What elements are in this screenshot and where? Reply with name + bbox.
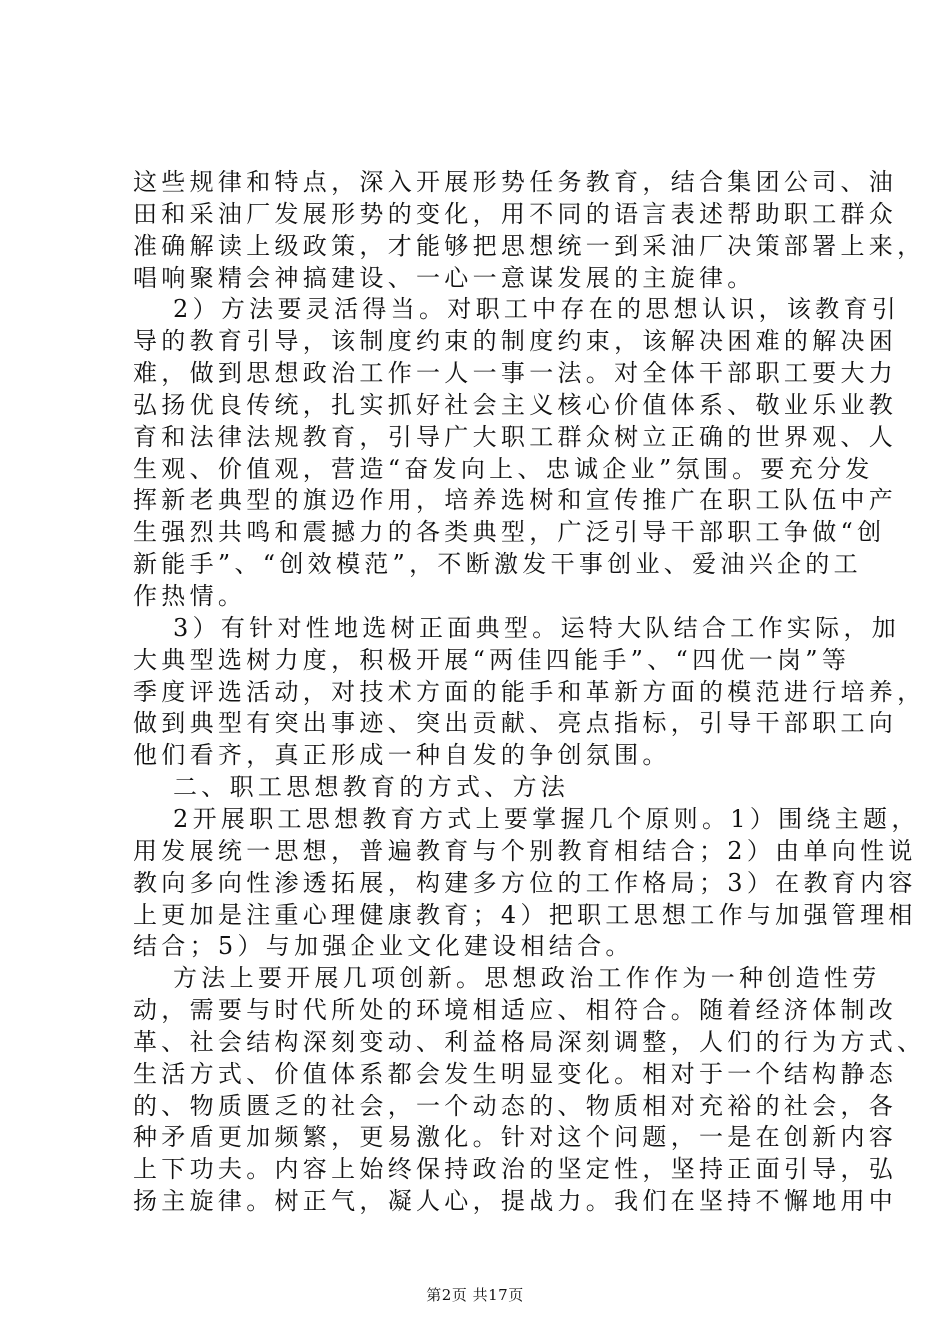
text-line: 生活方式、价值体系都会发生明显变化。相对于一个结构静态 [133, 1059, 898, 1088]
text-line: 弘扬优良传统，扎实抓好社会主义核心价值体系、敬业乐业教 [133, 390, 898, 419]
paragraph-start-line: 2开展职工思想教育方式上要掌握几个原则。1）围绕主题， [173, 804, 920, 833]
text-line: 种矛盾更加频繁，更易激化。针对这个问题，一是在创新内容 [133, 1123, 898, 1152]
text-line: 扬主旋律。树正气，凝人心，提战力。我们在坚持不懈地用中 [133, 1187, 898, 1216]
page-number-footer: 第2页 共17页 [426, 1286, 524, 1304]
text-line: 教向多向性渗透拓展，构建多方位的工作格局；3）在教育内容 [133, 868, 917, 897]
text-line: 挥新老典型的旗辸作用，培养选树和宣传推广在职工队伍中产 [133, 486, 898, 515]
text-line: 新能手”、“创效模范”，不断激发干事创业、爱油兴企的工 [133, 550, 862, 579]
paragraph-start-line: 3）有针对性地选树正面典型。运特大队结合工作实际，加 [173, 613, 901, 642]
text-line: 的、物质匮乏的社会，一个动态的、物质相对充裕的社会，各 [133, 1091, 898, 1120]
text-line: 作热情。 [133, 582, 247, 611]
text-line: 季度评选活动，对技术方面的能手和革新方面的模范进行培养， [133, 677, 926, 706]
text-line: 大典型选树力度，积极开展“两佳四能手”、“四优一岗”等 [133, 645, 851, 674]
text-line: 上下功夫。内容上始终保持政治的坚定性，坚持正面引导，弘 [133, 1155, 898, 1184]
text-line: 育和法律法规教育，引导广大职工群众树立正确的世界观、人 [133, 422, 898, 451]
paragraph-start-line: 2）方法要灵活得当。对职工中存在的思想认识，该教育引 [173, 295, 901, 324]
text-line: 唱响聚精会神搞建设、一心一意谋发展的主旋律。 [133, 263, 756, 292]
text-line: 难，做到思想政治工作一人一事一法。对全体干部职工要大力 [133, 359, 898, 388]
text-line: 革、社会结构深刻变动、利益格局深刻调整，人们的行为方式、 [133, 1027, 926, 1056]
text-line: 他们看齐，真正形成一种自发的争创氛围。 [133, 741, 671, 770]
text-line: 结合；5）与加强企业文化建设相结合。 [133, 932, 634, 961]
section-heading: 二、职工思想教育的方式、方法 [173, 773, 570, 802]
text-line: 田和采油厂发展形势的变化，用不同的语言表述帮助职工群众 [133, 199, 898, 228]
text-line: 导的教育引导，该制度约束的制度约束，该解决困难的解决困 [133, 327, 898, 356]
text-line: 生观、价值观，营造“奋发向上、忠诚企业”氛围。要充分发 [133, 454, 874, 483]
text-line: 用发展统一思想，普遍教育与个别教育相结合；2）由单向性说 [133, 836, 917, 865]
paragraph-start-line: 方法上要开展几项创新。思想政治工作作为一种创造性劳 [173, 964, 881, 993]
text-line: 生强烈共鸣和震撼力的各类典型，广泛引导干部职工争做“创 [133, 518, 886, 547]
text-line: 上更加是注重心理健康教育；4）把职工思想工作与加强管理相 [133, 900, 917, 929]
text-line: 动，需要与时代所处的环境相适应、相符合。随着经济体制改 [133, 996, 898, 1025]
text-line: 这些规律和特点，深入开展形势任务教育，结合集团公司、油 [133, 168, 898, 196]
text-line: 做到典型有突出事迹、突出贡献、亮点指标，引导干部职工向 [133, 709, 898, 738]
text-line: 准确解读上级政策，才能够把思想统一到采油厂决策部署上来， [133, 231, 926, 260]
